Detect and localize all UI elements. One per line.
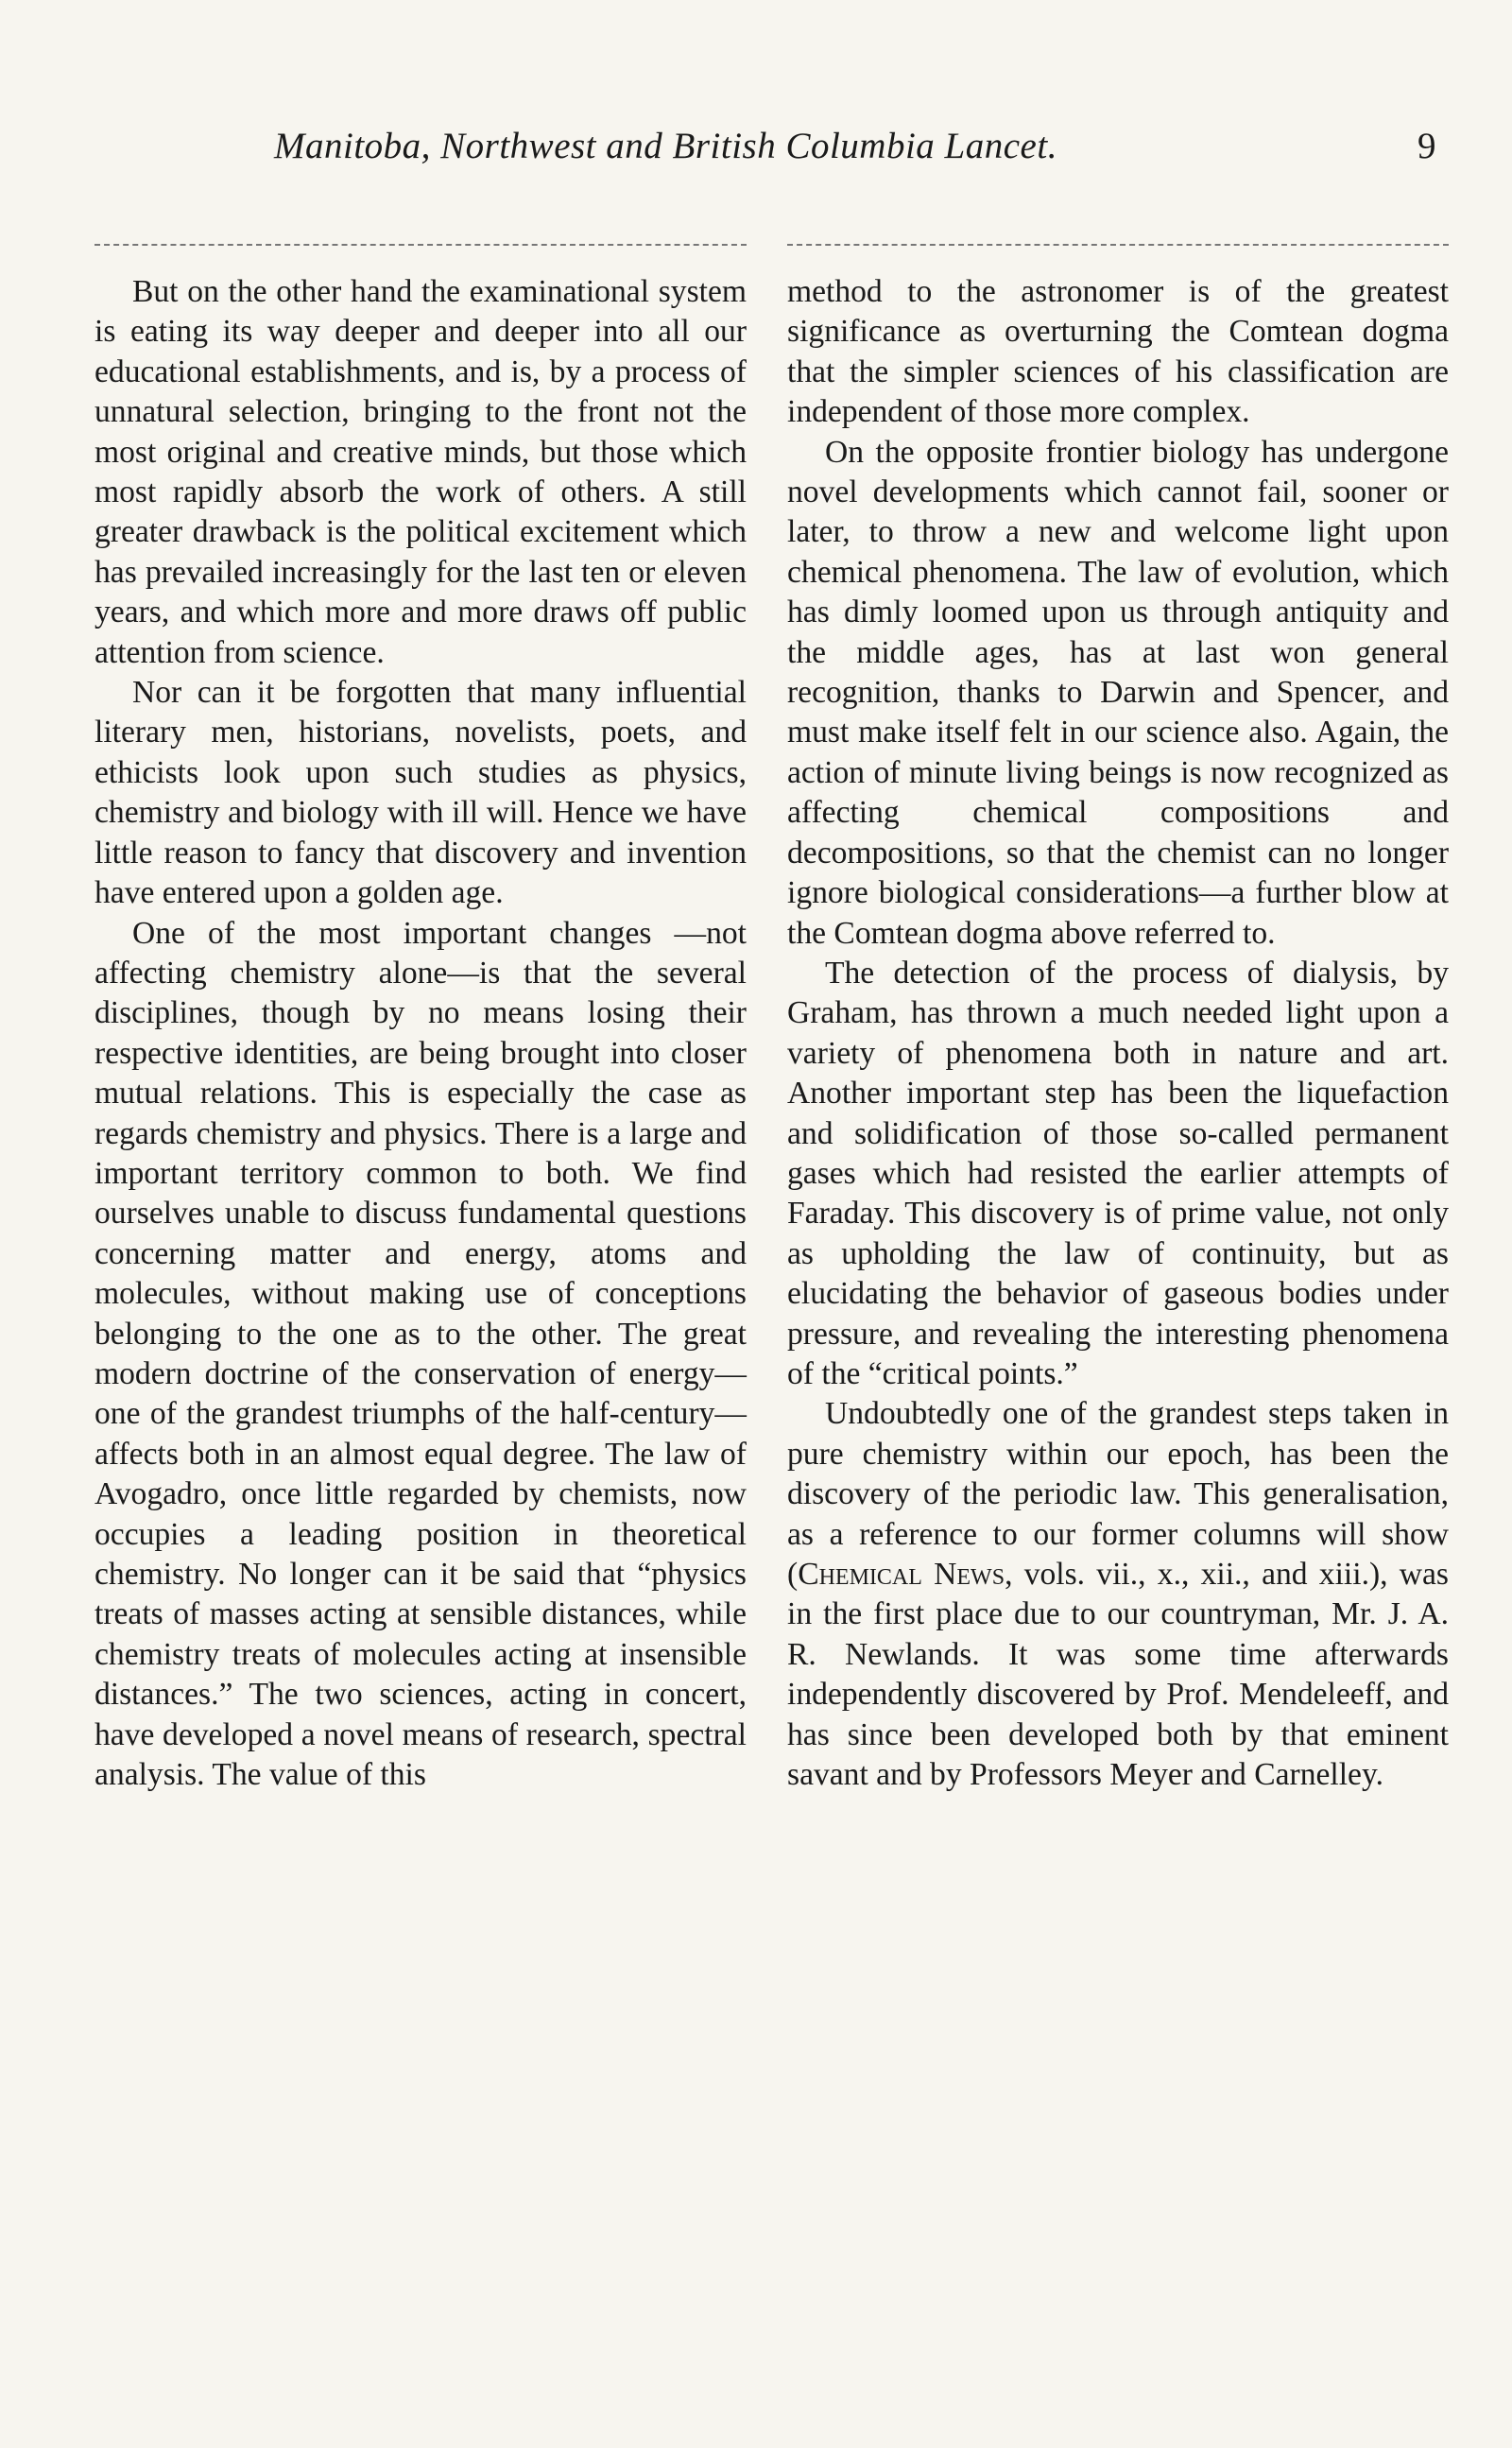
left-column	[94, 272, 747, 1795]
paragraph-comtean-dogma: method to the astronomer is of the greatest significance as overturning the Comtean dogma that the simpler sciences of his classification are independent of those more complex.	[787, 274, 1449, 430]
paragraph-periodic-law	[787, 1394, 1449, 1795]
page-header	[0, 125, 1512, 181]
header-rule-left	[94, 244, 747, 246]
periodic-law-text-start: Undoubtedly one of the grandest steps taken in pure chemistry within our epoch, has been the discovery of the periodic law. This generalisation, as a reference to our former columns will show (	[787, 1396, 1449, 1592]
right-column	[787, 272, 1449, 1795]
journal-name: Chemical News	[798, 1557, 1005, 1592]
paragraph-biology-frontier: On the opposite frontier biology has undergone novel developments which cannot fail, sooner or later, to throw a new and welcome light upon chemical phenomena. The law of evolution, which has dimly loomed upon us through antiquity and the middle ages, has at last won general recognition, thanks to Darwin and Spencer, and must make itself felt in our science also. Again, the action of minute living beings is now recognized as affecting chemical compositions and decompositions, so that the chemist can no longer ignore biological considerations—a further blow at the Comtean dogma above referred to.	[787, 434, 1449, 951]
paragraph-dialysis: The detection of the process of dialysis, by Graham, has thrown a much needed light upon a variety of phenomena both in nature and art. Another important step has been the liquefaction and solidification of those so-called permanent gases which had resisted the earlier attempts of Faraday. This discovery is of prime value, not only as upholding the law of continuity, but as elucidating the behavior of gaseous bodies under pressure, and revealing the interesting phenomena of the “critical points.”	[787, 955, 1449, 1391]
periodic-law-text-end: , vols. vii., x., xii., and xiii.), was in the first place due to our countryman, Mr. J. A. R. Newlands. It was some time afterwards independently discovered by Prof. Mendeleeff, and has since been developed both by that eminent savant and by Professors Meyer and Carnelley.	[787, 1557, 1449, 1793]
paragraph-literary-men: Nor can it be forgotten that many influential literary men, historians, novelists, poets, and ethicists look upon such studies as physics, chemistry and biology with ill will. Hence we have little reason to fancy that discovery and invention have entered upon a golden age.	[94, 675, 747, 911]
paragraph-examinational-system: But on the other hand the examinational system is eating its way deeper and deeper into all our educational establishments, and is, by a process of unnatural selection, bringing to the front not the most original and creative minds, but those which most rapidly absorb the work of others. A still greater drawback is the political excitement which has prevailed increasingly for the last ten or eleven years, and which more and more draws off public attention from science.	[94, 274, 747, 670]
header-rule-right	[787, 244, 1449, 246]
running-title: Manitoba, Northwest and British Columbia Lancet.	[274, 126, 1057, 166]
paragraph-important-changes: One of the most important changes —not affecting chemistry alone—is that the several disciplines, though by no means losing their respective identities, are being brought into closer mutual relations. This is especially the case as regards chemistry and physics. There is a large and important territory common to both. We find ourselves unable to discuss fundamental questions concerning matter and energy, atoms and molecules, without making use of conceptions belonging to the one as to the other. The great modern doctrine of the conservation of energy—one of the grandest triumphs of the half-century—affects both in an almost equal degree. The law of Avogadro, once little regarded by chemists, now occupies a leading position in theoretical chemistry. No longer can it be said that “physics treats of masses acting at sensible distances, while chemistry treats of molecules acting at insensible distances.” The two sciences, acting in concert, have developed a novel means of research, spectral analysis. The value of this	[94, 915, 747, 1793]
page-number: 9	[1418, 126, 1436, 166]
